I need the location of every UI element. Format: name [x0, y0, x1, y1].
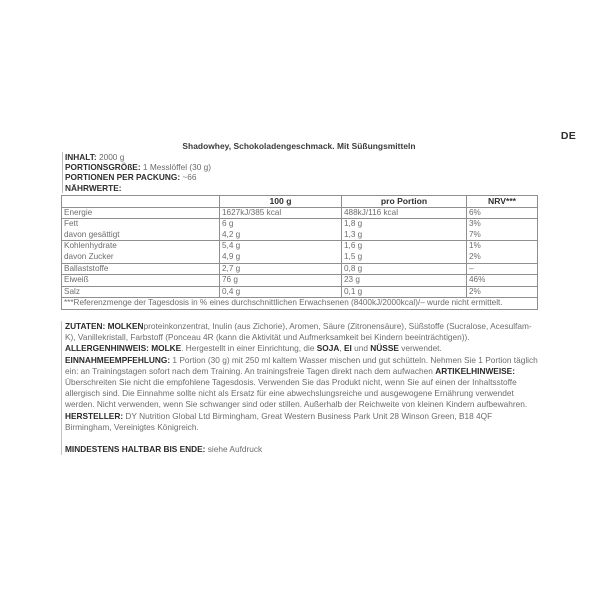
allergen-und: und	[354, 343, 368, 354]
table-row	[62, 241, 538, 263]
body-copy-block	[61, 321, 539, 455]
servings-value: ~66	[182, 172, 197, 183]
usage-text: 1 Portion (30 g) mit 250 ml kaltem Wasser mischen und gut schütteln. Nehmen Sie 1 Portion täglich ein: an Trainingstagen sofort nach dem Training. An trainingsfreie Tagen direkt nach dem aufwachen	[65, 354, 538, 376]
allergen-heading: ALLERGENHINWEIS:	[65, 343, 149, 354]
allergen-nuesse: NÜSSE	[370, 343, 399, 354]
row-per-portion: 23 g	[342, 275, 467, 287]
row-nrv: 46%	[467, 275, 538, 287]
row-nrv-group	[467, 241, 538, 263]
row-name: Fett	[64, 219, 79, 229]
table-footnote-row	[62, 298, 538, 310]
row-per-100g: 0,4 g	[220, 286, 342, 298]
table-row	[62, 219, 538, 241]
header-per-portion: pro Portion	[342, 196, 467, 208]
servings-label: PORTIONEN PER PACKUNG:	[65, 172, 181, 183]
row-name: Ballaststoffe	[62, 263, 220, 275]
header-per-100g: 100 g	[220, 196, 342, 208]
table-row	[62, 286, 538, 298]
row-nrv: –	[467, 263, 538, 275]
allergen-ei: EI	[343, 343, 352, 354]
serving-size-label: PORTIONSGRÖßE:	[65, 162, 141, 173]
best-before-value: siehe Aufdruck	[207, 444, 263, 455]
row-name: Salz	[62, 286, 220, 298]
row-per-portion: 0,1 g	[342, 286, 467, 298]
row-sub-per-portion: 1,3 g	[344, 229, 363, 239]
row-per-100g: 5,4 g	[222, 241, 241, 251]
nutrition-table	[61, 195, 538, 310]
row-name-group	[62, 241, 220, 263]
ingredients-text: proteinkonzentrat, Inulin (aus Zichorie), Aromen, Säure (Zitronensäure), Süßstoffe (Sucralose, Acesulfam-K), Vanillekristall, Farbstoff (Ponceau 4R (kann die Aktivität und Aufmerksamkeit bei Kindern beeinträchtigen)).	[65, 321, 532, 343]
allergen-soja: SOJA	[316, 343, 340, 354]
table-row	[62, 263, 538, 275]
row-sub-nrv: 2%	[469, 251, 481, 261]
content-label: INHALT:	[65, 152, 97, 162]
row-per-portion: 0,8 g	[342, 263, 467, 275]
content-value: 2000 g	[98, 152, 125, 162]
row-per-portion: 1,8 g	[344, 219, 363, 229]
ingredients-paragraph: ZUTATEN: MOLKENproteinkonzentrat, Inulin (aus Zichorie), Aromen, Säure (Zitronensäure), Süßstoffe (Sucralose, Acesulfam-K), Vanillekristall, Farbstoff (Ponceau 4R (kann die Aktivität und Aufmerksamkeit bei Kindern beeinträchtigen)). ALLERGENHINWEIS: MOLKE. Hergestellt in einer Einrichtung, die SOJA, EI und NÜSSE verwendet. EINNAHMEEMPFEHLUNG: 1 Portion (30 g) mit 250 ml kaltem Wasser mischen und gut schütteln. Nehmen Sie 1 Portion täglich ein: an Trainingstagen sofort nach dem Training. An trainingsfreie Tagen direkt nach dem aufwachen ARTIKELHINWEISE: Überschreiten Sie nicht die empfohlene Tagesdosis. Verwenden Sie das Produkt nicht, wenn Sie auf einen der Inhaltsstoffe allergisch sind. Die Einnahme sollte nicht als Ersatz für eine abwechslungsreiche und ausgewogene Ernährung verwendet werden. Nicht verwenden, wenn Sie schwanger sind oder stillen. Außerhalb der Reichweite von kleinen Kindern aufbewahren. HERSTELLER: DY Nutrition Global Ltd Birmingham, Great Western Business Park Unit 28 Winson Green, B18 4QF Birmingham, Vereinigtes Königreich.	[65, 321, 538, 432]
row-per-portion-group	[342, 219, 467, 241]
row-per-100g: 2,7 g	[220, 263, 342, 275]
row-per-100g: 6 g	[222, 219, 234, 229]
row-sub-nrv: 7%	[469, 229, 481, 239]
row-name: Energie	[62, 207, 220, 219]
row-name: Kohlenhydrate	[64, 241, 117, 251]
manufacturer-heading: HERSTELLER:	[65, 410, 124, 421]
row-nrv: 1%	[469, 241, 481, 251]
summary-block	[62, 152, 542, 193]
row-nrv: 3%	[469, 219, 481, 229]
row-name: Eiweiß	[62, 275, 220, 287]
nutrition-heading: NÄHRWERTE:	[65, 182, 122, 193]
table-row	[62, 207, 538, 219]
language-code: DE	[560, 130, 576, 142]
row-per-portion-group	[342, 241, 467, 263]
row-sub-per-portion: 1,5 g	[344, 251, 363, 261]
header-nutrient	[62, 196, 220, 208]
nutrition-table-wrapper	[61, 195, 537, 310]
allergen-text-2: verwendet.	[401, 343, 442, 354]
usage-heading: EINNAHMEEMPFEHLUNG:	[65, 354, 171, 365]
row-nrv-group	[467, 219, 538, 241]
table-header-row	[62, 196, 538, 208]
paragraph-spacer	[65, 433, 539, 444]
allergen-text-1: . Hergestellt in einer Einrichtung, die	[181, 343, 315, 354]
notice-text: Überschreiten Sie nicht die empfohlene Tagesdosis. Verwenden Sie das Produkt nicht, wenn Sie auf einen der Inhaltsstoffe allergisch sind. Die Einnahme sollte nicht als Ersatz für eine abwechslungsreiche und ausgewogene Ernährung verwendet werden. Nicht verwenden, wenn Sie schwanger sind oder stillen. Außerhalb der Reichweite von kleinen Kindern aufbewahren.	[65, 377, 528, 410]
nrv-footnote: ***Referenzmenge der Tagesdosis in % eines durchschnittlichen Erwachsenen (8400kJ/2000kcal)/– wurde nicht ermittelt.	[62, 298, 538, 310]
row-per-100g: 1627kJ/385 kcal	[220, 207, 342, 219]
row-nrv: 2%	[467, 286, 538, 298]
product-title: Shadowhey, Schokoladengeschmack. Mit Süßungsmitteln	[182, 141, 416, 151]
row-sub-per-100g: 4,2 g	[222, 229, 241, 239]
row-per-100g-group	[220, 219, 342, 241]
header-nrv: NRV***	[467, 196, 538, 208]
row-per-portion: 488kJ/116 kcal	[342, 207, 467, 219]
row-per-100g: 76 g	[220, 275, 342, 287]
ingredients-heading: ZUTATEN:	[65, 321, 106, 331]
row-subname: davon gesättigt	[64, 229, 120, 239]
notice-heading: ARTIKELHINWEISE:	[435, 365, 515, 376]
row-per-100g-group	[220, 241, 342, 263]
allergen-strong: MOLKE	[151, 343, 182, 354]
row-name-group	[62, 219, 220, 241]
serving-size-value: 1 Messlöffel (30 g)	[142, 162, 212, 173]
content-line	[65, 152, 542, 162]
row-sub-per-100g: 4,9 g	[222, 251, 241, 261]
row-subname: davon Zucker	[64, 251, 114, 261]
table-row	[62, 275, 538, 287]
row-nrv: 6%	[467, 207, 538, 219]
ingredients-strong-start: MOLKEN	[107, 321, 144, 331]
serving-size-line	[65, 162, 542, 172]
nutrition-heading-line	[65, 183, 542, 193]
manufacturer-text: DY Nutrition Global Ltd Birmingham, Great Western Business Park Unit 28 Winson Green, B18 4QF Birmingham, Vereinigtes Königreich.	[65, 410, 493, 432]
row-per-portion: 1,6 g	[344, 241, 363, 251]
servings-per-pack-line	[65, 172, 542, 182]
best-before-heading: MINDESTENS HALTBAR BIS ENDE:	[65, 444, 206, 455]
best-before-paragraph	[65, 444, 539, 455]
